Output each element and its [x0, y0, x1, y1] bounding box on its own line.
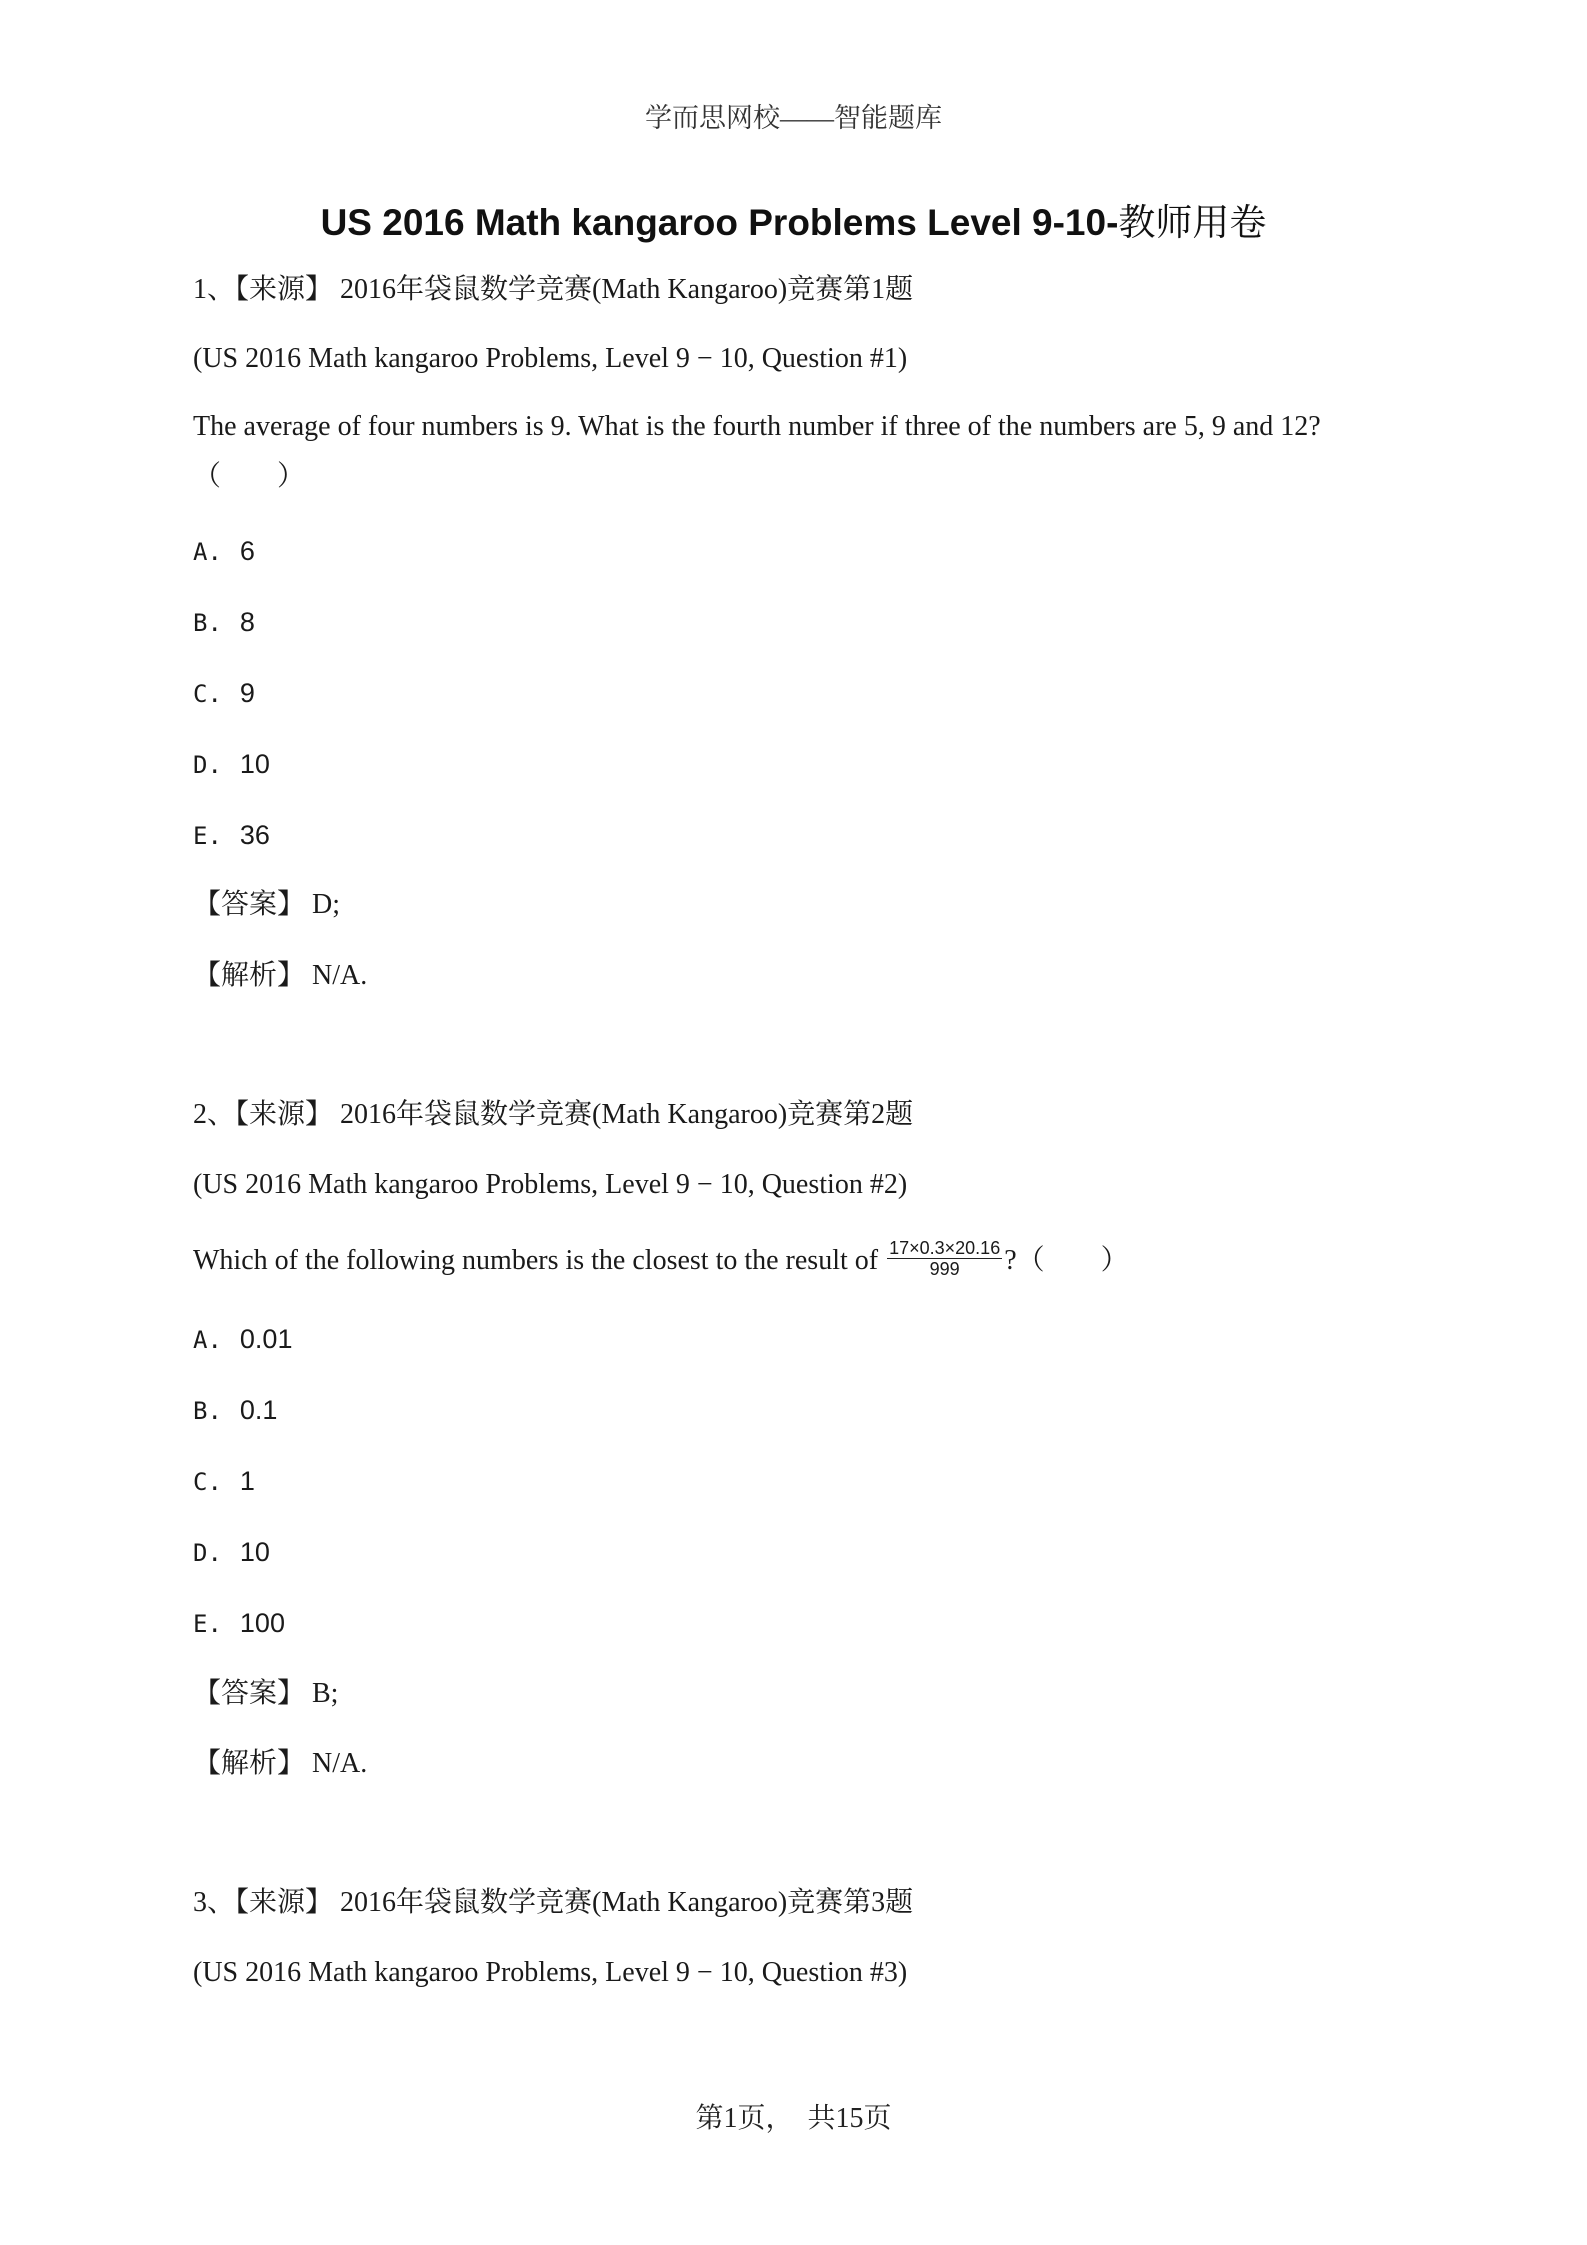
question-1-blank: （ ）: [193, 461, 306, 492]
page-header: 学而思网校——智能题库: [645, 103, 942, 133]
question-2-reference: (US 2016 Math kangaroo Problems, Level 9 − 10, Question #2): [193, 1169, 908, 1200]
option-letter: C.: [193, 680, 222, 708]
question-1-option-c: [193, 676, 255, 711]
stem-text: Which of the following numbers is the closest to the result of: [193, 1244, 886, 1276]
question-2-analysis: 【解析】 N/A.: [193, 1748, 368, 1779]
question-3-reference: (US 2016 Math kangaroo Problems, Level 9 − 10, Question #3): [193, 1957, 908, 1988]
option-letter: D.: [193, 1539, 222, 1567]
question-2-option-e: [193, 1606, 285, 1641]
question-2-option-b: [193, 1393, 277, 1428]
option-letter: B.: [193, 1397, 222, 1425]
stem-suffix: ?（ ）: [1004, 1244, 1129, 1276]
page-footer: 第1页， 共15页: [695, 2103, 892, 2134]
question-1-reference: (US 2016 Math kangaroo Problems, Level 9 − 10, Question #1): [193, 343, 908, 374]
question-1-answer: 【答案】 D;: [193, 889, 341, 920]
question-1-option-e: [193, 818, 270, 853]
document-title-cn: 教师用卷: [1118, 201, 1267, 244]
question-2-stem: [193, 1238, 1129, 1283]
option-value: 10: [239, 1537, 270, 1567]
document-title: [0, 192, 1587, 246]
option-value: 9: [239, 678, 255, 708]
option-value: 36: [239, 820, 270, 850]
fraction: [887, 1238, 1002, 1279]
option-value: 0.1: [239, 1395, 278, 1425]
fraction-numerator: 17×0.3×20.16: [889, 1238, 1001, 1258]
question-1-stem: The average of four numbers is 9. What is the fourth number if three of the numbers are 5, 9 and 12?: [193, 411, 1321, 442]
question-2-source: 2、【来源】 2016年袋鼠数学竞赛(Math Kangaroo)竞赛第2题: [193, 1099, 914, 1130]
option-letter: D.: [193, 751, 222, 779]
fraction-denominator: 999: [929, 1259, 960, 1279]
question-1-option-a: [193, 534, 255, 569]
question-2-option-a: [193, 1322, 292, 1357]
option-value: 6: [239, 536, 255, 566]
option-value: 0.01: [239, 1324, 293, 1354]
option-value: 10: [239, 749, 270, 779]
question-1-analysis: 【解析】 N/A.: [193, 960, 368, 991]
option-letter: A.: [193, 1326, 222, 1354]
question-2-option-c: [193, 1464, 255, 1499]
question-2-option-d: [193, 1535, 270, 1570]
question-1-source: 1、【来源】 2016年袋鼠数学竞赛(Math Kangaroo)竞赛第1题: [193, 274, 914, 305]
option-letter: C.: [193, 1468, 222, 1496]
option-letter: E.: [193, 822, 222, 850]
option-value: 1: [239, 1466, 255, 1496]
question-1-option-d: [193, 747, 270, 782]
question-3-source: 3、【来源】 2016年袋鼠数学竞赛(Math Kangaroo)竞赛第3题: [193, 1887, 914, 1918]
question-2-answer: 【答案】 B;: [193, 1678, 339, 1709]
option-value: 8: [239, 607, 255, 637]
option-letter: A.: [193, 538, 222, 566]
option-letter: E.: [193, 1610, 222, 1638]
option-value: 100: [239, 1608, 285, 1638]
option-letter: B.: [193, 609, 222, 637]
question-1-option-b: [193, 605, 255, 640]
document-title-en: US 2016 Math kangaroo Problems Level 9-10-: [320, 202, 1119, 243]
